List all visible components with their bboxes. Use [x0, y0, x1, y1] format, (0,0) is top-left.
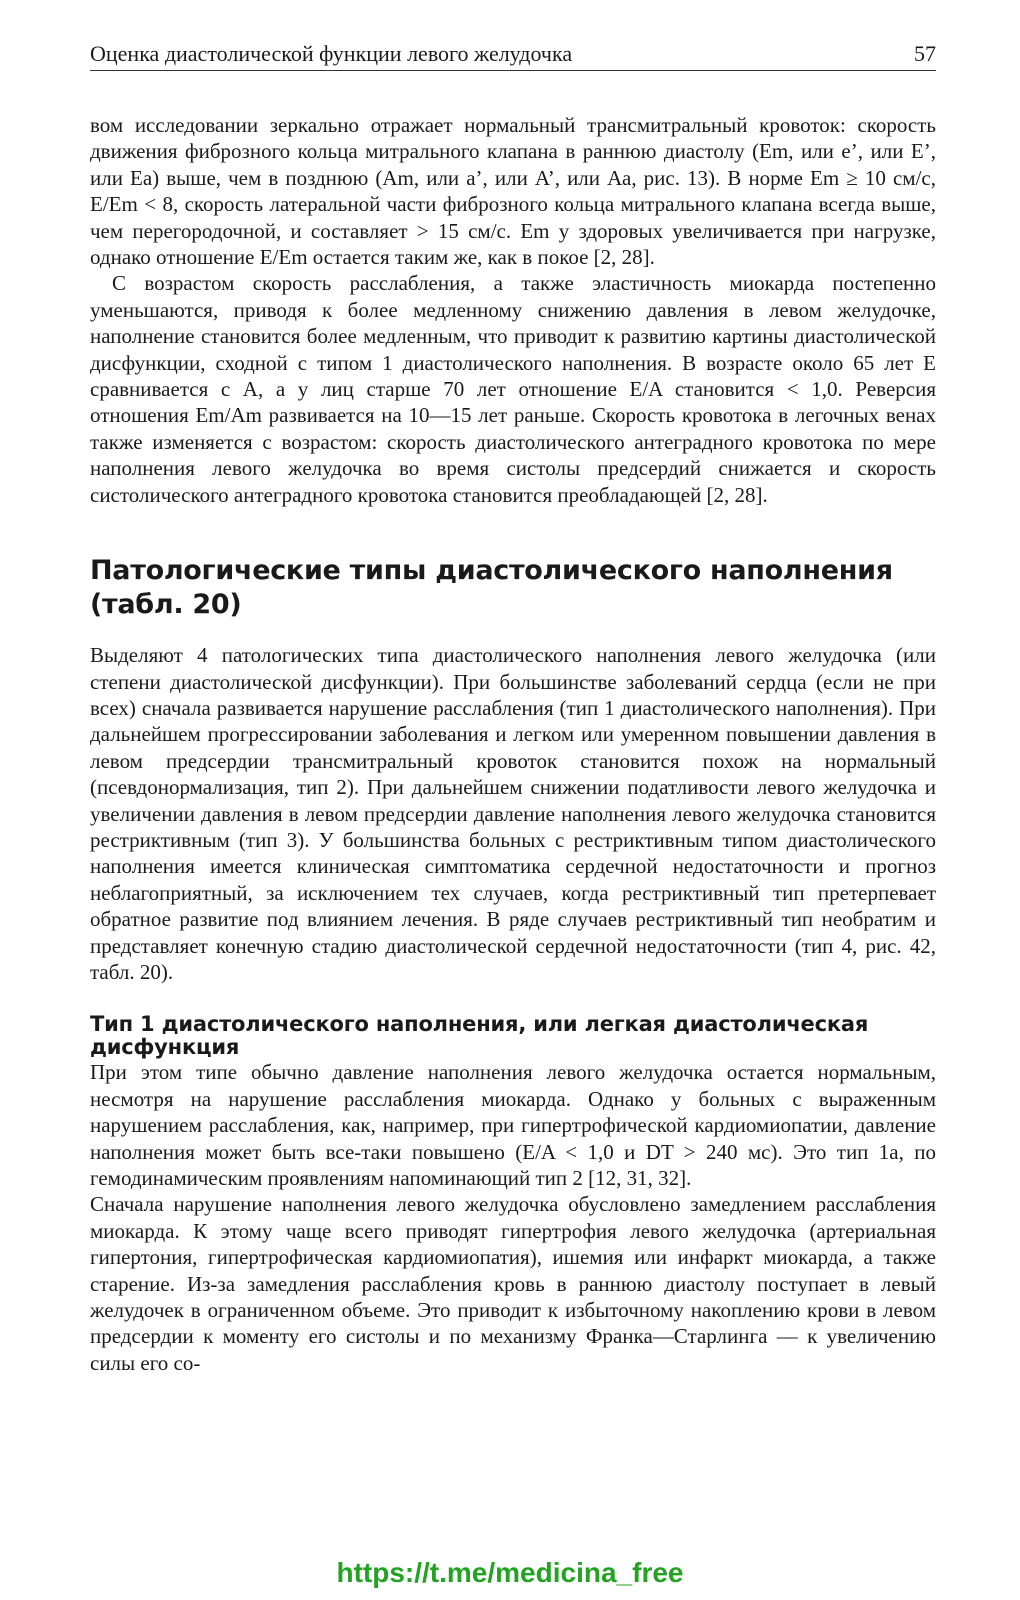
subsection-paragraph-2: Сначала нарушение наполнения левого желудочка обусловлено замедлением расслабления миокарда. К этому чаще всего приводят гипертрофия левого желудочка (артериальная гипертония, гипертрофическая кардиомиопатия), ишемия или инфаркт миокарда, а также старение. Из-за замедления расслабления кровь в раннюю диастолу поступает в левый желудочек в ограниченном объеме. Это приводит к избыточному накоплению крови в левом предсердии к моменту его систолы и по механизму Франка—Старлинга — к увеличению силы его со- — [90, 1192, 936, 1375]
telegram-link[interactable]: https://t.me/medicina_free — [336, 1557, 684, 1588]
page-number: 57 — [914, 41, 936, 66]
subsection-paragraph-1: При этом типе обычно давление наполнения левого желудочка остается нормальным, несмотря на нарушение расслабления миокарда. Однако у больных с выраженным нарушением расслабления, как, например, при гипертрофической кардиомиопатии, давление наполнения может быть все-таки повышено (E/A < 1,0 и DT > 240 мс). Это тип 1а, по гемодинамическим проявлениям напоминающий тип 2 [12, 31, 32]. — [90, 1060, 936, 1190]
paragraph-intro-2: С возрастом скорость расслабления, а также эластичность миокарда постепенно уменьшаются, приводя к более медленному снижению давления в левом желудочке, наполнение становится более медленным, что приводит к развитию картины диастолической дисфункции, сходной с типом 1 диастолического наполнения. В возрасте около 65 лет E сравнивается с A, а у лиц старше 70 лет отношение E/A становится < 1,0. Реверсия отношения Em/Am развивается на 10—15 лет раньше. Скорость кровотока в легочных венах также изменяется с возрастом: скорость диастолического антеградного кровотока по мере наполнения левого желудочка во время систолы предсердий снижается и скорость систолического антеградного кровотока становится преобладающей [2, 28]. — [90, 271, 936, 507]
paragraph-intro-1: вом исследовании зеркально отражает нормальный трансмитральный кровоток: скорость движения фиброзного кольца митрального клапана в раннюю диастолу (Em, или е’, или E’, или Еа) выше, чем в позднюю (Am, или а’, или A’, или Аа, рис. 13). В норме Em ≥ 10 см/с, E/Em < 8, скорость латеральной части фиброзного кольца митрального клапана всегда выше, чем перегородочной, и составляет > 15 см/с. Em у здоровых увеличивается при нагрузке, однако отношение E/Em остается таким же, как в покое [2, 28]. — [90, 113, 936, 270]
section-heading — [90, 554, 936, 622]
section-heading-line1: Патологические типы диастолического наполнения — [90, 555, 893, 587]
running-header — [90, 40, 936, 71]
section-heading-line2: (табл. 20) — [90, 589, 242, 621]
running-header-title: Оценка диастолической функции левого желудочка — [90, 41, 573, 66]
page-content — [90, 112, 936, 1376]
subsection-heading: Тип 1 диастолического наполнения, или легкая диастолическая дисфункция — [90, 1012, 869, 1060]
section-paragraph: Выделяют 4 патологических типа диастолического наполнения левого желудочка (или степени диастолической дисфункции). При большинстве заболеваний сердца (если не при всех) сначала развивается нарушение расслабления (тип 1 диастолического наполнения). При дальнейшем прогрессировании заболевания и легком или умеренном повышении давления в левом предсердии трансмитральный кровоток становится похож на нормальный (псевдонормализация, тип 2). При дальнейшем снижении податливости левого желудочка и увеличении давления в левом предсердии давление наполнения левого желудочка становится рестриктивным (тип 3). У большинства больных с рестриктивным типом диастолического наполнения имеется клиническая симптоматика сердечной недостаточности и прогноз неблагоприятный, за исключением тех случаев, когда рестриктивный тип претерпевает обратное развитие под влиянием лечения. В ряде случаев рестриктивный тип необратим и представляет конечную стадию диастолической сердечной недостаточности (тип 4, рис. 42, табл. 20). — [90, 643, 936, 984]
